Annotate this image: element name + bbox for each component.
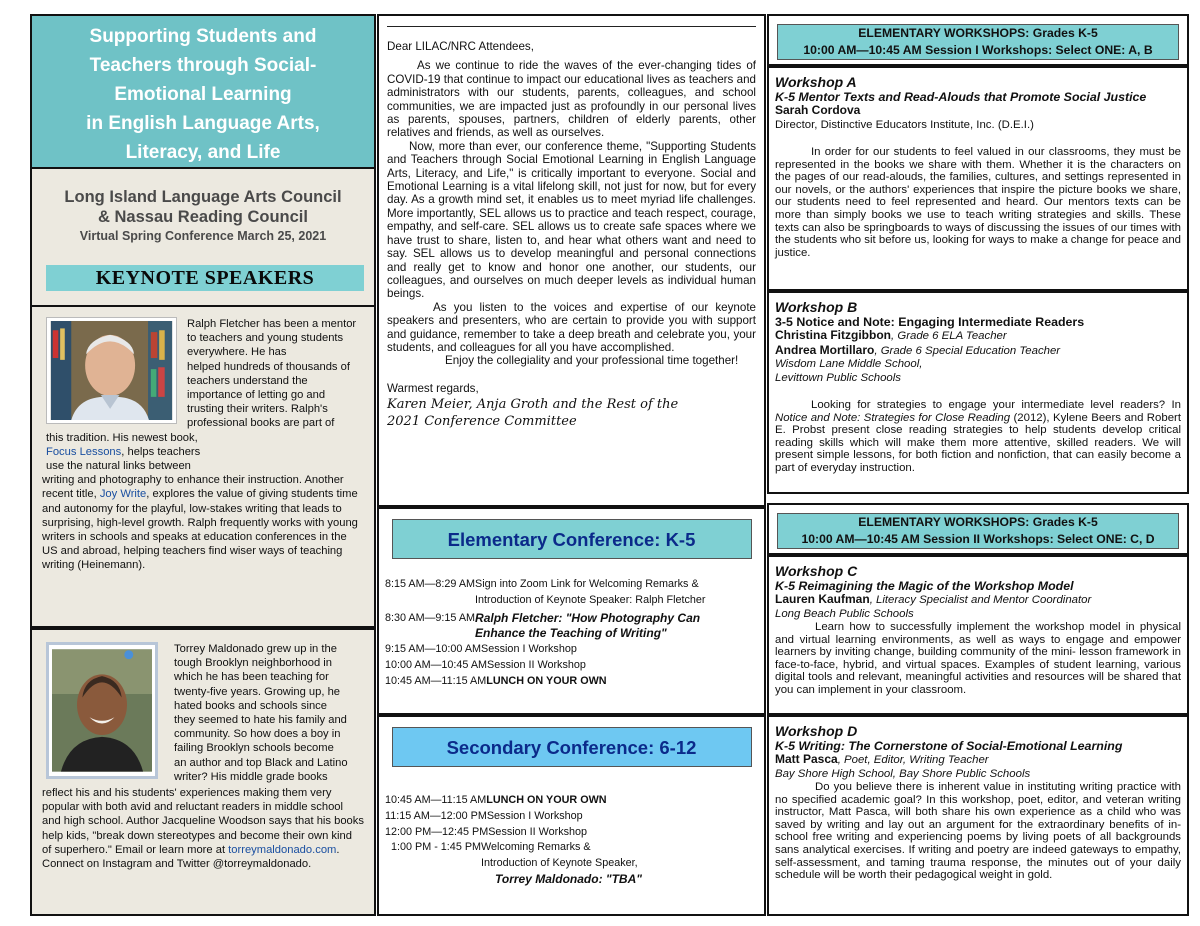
- org-name: Long Island Language Arts Council: [64, 188, 342, 206]
- bio-line: community. So how does a boy in: [174, 728, 341, 741]
- schedule-row: [385, 793, 758, 809]
- bio-line: professional books are part of: [187, 417, 335, 430]
- bio-line: Torrey Maldonado grew up in the: [174, 643, 337, 655]
- focus-lessons-link[interactable]: Focus Lessons: [46, 445, 122, 458]
- presenter-role: , Literacy Specialist and Mentor Coordinator: [869, 594, 1092, 606]
- workshop-description: (2012), Kylene Beers and Robert E. Probst present close reading strategies to help students develop critical reading skills which will make them more attentive, skilled readers. We will present simple lessons, for both fiction and nonfiction, that can easily become a part of everyday instruction.: [775, 411, 1181, 474]
- workshop-c: [767, 555, 1189, 715]
- schedule-desc: Session II Workshop: [488, 825, 588, 838]
- org-panel: [30, 169, 376, 307]
- title-panel: [30, 14, 376, 169]
- signature: Karen Meier, Anja Groth and the Rest of the: [387, 397, 679, 413]
- schedule-row: [385, 577, 758, 609]
- schedule-desc: Torrey Maldonado: "TBA": [495, 871, 642, 886]
- presenter-role: , Poet, Editor, Writing Teacher: [837, 754, 989, 766]
- schedule-desc: Session I Workshop: [481, 643, 577, 656]
- secondary-schedule: [377, 715, 766, 916]
- bio-text: , explores the value of giving students time and autonomy for the playful, low-stakes writing that leads to surprising, high-level growth. Ralph frequently works with young writers in schools and speaks at education conferences in the US and abroad, helping teachers find wiser ways of teaching writing (Heinemann).: [42, 488, 358, 572]
- closing: Warmest regards,: [387, 381, 479, 395]
- elementary-banner: Elementary Conference: K-5: [392, 519, 752, 559]
- keynote-banner: KEYNOTE SPEAKERS: [46, 265, 364, 291]
- schedule-time: 1:00 PM - 1:45 PM: [391, 841, 482, 854]
- title-line: Teachers through Social-: [89, 55, 317, 76]
- schedule-desc: Ralph Fletcher: "How Photography Can: [475, 610, 701, 625]
- divider: [387, 26, 756, 27]
- workshops-header-session2: [767, 503, 1189, 555]
- schedule-time: 9:15 AM—10:00 AM: [385, 643, 482, 656]
- presenter-school: Bay Shore High School, Bay Shore Public Schools: [775, 767, 1031, 780]
- bio-line: Ralph Fletcher has been a mentor: [187, 318, 357, 330]
- fletcher-photo: [46, 317, 177, 424]
- workshop-title: Workshop B: [775, 299, 858, 315]
- letter-paragraph: As you listen to the voices and expertise of our keynote speakers and presenters, who are certain to provide you with support and guidance, remember to take a deep breath and celebrate you, your students, and colleagues for all you have accomplished.: [387, 300, 756, 354]
- title-line: Emotional Learning: [114, 84, 292, 105]
- bio-line: to teachers and young students: [187, 332, 344, 345]
- bio-line: writer? His middle grade books: [174, 770, 328, 783]
- workshops-header-session: 10:00 AM—10:45 AM Session I Workshops: Select ONE: A, B: [803, 43, 1153, 57]
- workshop-subtitle: K-5 Reimagining the Magic of the Workshop Model: [775, 579, 1074, 593]
- workshop-d: [767, 715, 1189, 916]
- bio-fletcher: [30, 305, 376, 628]
- presenter-name: Lauren Kaufman: [775, 592, 870, 606]
- schedule-time: 12:00 PM—12:45 PM: [385, 825, 489, 838]
- schedule-desc: Enhance the Teaching of Writing": [475, 626, 667, 641]
- torreymaldonado-link[interactable]: torreymaldonado.com: [228, 843, 337, 856]
- workshops-header-title: ELEMENTARY WORKSHOPS: Grades K-5: [858, 515, 1098, 529]
- schedule-row: [385, 872, 758, 888]
- maldonado-portrait: [52, 648, 152, 773]
- schedule-row: [385, 658, 758, 674]
- presenter-district: Levittown Public Schools: [775, 371, 901, 384]
- schedule-row: [385, 642, 758, 658]
- bio-line: importance of letting go and: [187, 389, 326, 402]
- book-title: Notice and Note: Strategies for Close Reading: [775, 411, 1011, 424]
- presenter-affiliation: Director, Distinctive Educators Institute, Inc. (D.E.I.): [775, 118, 1034, 131]
- workshop-description: Learn how to successfully implement the workshop model in physical and virtual learning environments, as well as ways to engage and empower learners by inviting change, building community of the mini- lesson framework in face-to-face, hybrid, and virtual spaces. Examples of student learning, various digital tools and relevant, meaningful activities and resources will be shared that you can implement in your classroom.: [775, 621, 1181, 696]
- presenter-name: Sarah Cordova: [775, 103, 861, 117]
- workshops-header-session: 10:00 AM—10:45 AM Session II Workshops: Select ONE: C, D: [801, 532, 1155, 546]
- workshop-description: Looking for strategies to engage your intermediate level readers? In: [811, 399, 1181, 411]
- bio-line: helped hundreds of thousands of: [187, 360, 350, 373]
- title-line: in English Language Arts,: [86, 113, 320, 134]
- schedule-desc: Session II Workshop: [487, 658, 586, 671]
- secondary-banner: Secondary Conference: 6-12: [392, 727, 752, 767]
- workshop-subtitle: 3-5 Notice and Note: Engaging Intermediate Readers: [775, 315, 1085, 329]
- presenter-name: Andrea Mortillaro: [775, 342, 875, 357]
- bio-line: hated books and schools since: [174, 699, 327, 712]
- bio-line: this tradition. His newest book,: [46, 431, 198, 444]
- presenter-school: Wisdom Lane Middle School,: [775, 358, 923, 370]
- bio-line: trusting their writers. Ralph's: [187, 403, 328, 416]
- schedule-desc: LUNCH ON YOUR OWN: [486, 674, 607, 687]
- conference-date: Virtual Spring Conference March 25, 2021: [79, 229, 327, 243]
- schedule-row: [385, 809, 758, 825]
- welcome-letter: [377, 14, 766, 507]
- bio-line: tough Brooklyn neighborhood in: [174, 657, 332, 670]
- workshop-subtitle: K-5 Mentor Texts and Read-Alouds that Promote Social Justice: [775, 90, 1147, 104]
- joy-write-link[interactable]: Joy Write: [99, 488, 147, 501]
- schedule-desc: Sign into Zoom Link for Welcoming Remarks &: [475, 578, 699, 590]
- workshop-a: [767, 66, 1189, 291]
- bio-text: , helps teachers: [121, 445, 201, 458]
- bio-line: twenty-five years. Growing up, he: [174, 685, 341, 698]
- salutation: Dear LILAC/NRC Attendees,: [387, 40, 534, 53]
- bio-text: reflect his and his students' experiences making them very popular with both avid and reluctant readers in middle school and high school. Author Jacqueline Woodson says that his books help kids, "break down stereotypes and become their own kind of superhero." Email or learn more at: [42, 787, 364, 856]
- schedule-time: 10:00 AM—10:45 AM: [385, 658, 488, 671]
- workshop-subtitle: K-5 Writing: The Cornerstone of Social-Emotional Learning: [775, 739, 1123, 753]
- fletcher-portrait: [50, 321, 173, 420]
- presenter-role: , Grade 6 ELA Teacher: [891, 330, 1007, 342]
- elementary-schedule: [377, 507, 766, 715]
- schedule-desc: LUNCH ON YOUR OWN: [486, 794, 607, 806]
- workshop-title: Workshop C: [775, 563, 858, 579]
- schedule-row: [385, 825, 758, 841]
- bio-line: use the natural links between: [46, 460, 191, 473]
- bio-line: which he has been teaching for: [174, 671, 329, 684]
- workshops-header-session1: [767, 14, 1189, 66]
- schedule-desc: Introduction of Keynote Speaker,: [481, 857, 638, 870]
- schedule-row: [385, 611, 758, 643]
- maldonado-photo: [46, 642, 158, 779]
- workshop-b: [767, 291, 1189, 494]
- bio-text: . Connect on Instagram and Twitter @torreymaldonado.: [42, 843, 340, 871]
- bio-line: teachers understand the: [187, 374, 308, 387]
- workshops-header-title: ELEMENTARY WORKSHOPS: Grades K-5: [858, 26, 1098, 40]
- schedule-row: [385, 674, 758, 690]
- workshop-description: In order for our students to feel valued in our classrooms, they must be represented in the books we share with them. Whether it is the characters on the pages of our read-alouds, the families, cultures, and settings represented in our novels, or the authors' experiences that inspire the picture books we share, our students need to feel represented and heard. Our mentors texts can be more than simply books we use to teach writing strategies and skills. These texts can also be springboards to ways of discussing the issues of our times with the students who sit before us, looking for ways to make a change for peace and justice.: [775, 146, 1181, 259]
- schedule-time: 10:45 AM—11:15 AM: [385, 674, 487, 687]
- bio-text: writing and photography to enhance their instruction. Another recent title,: [42, 474, 344, 501]
- title-line: Supporting Students and: [89, 26, 317, 47]
- schedule-desc: Session I Workshop: [486, 809, 583, 822]
- workshop-title: Workshop D: [775, 723, 858, 739]
- bio-line: they seemed to hate his family and: [174, 714, 347, 727]
- workshop-description: Do you believe there is inherent value in instituting writing practice with no specified academic goal? In this workshop, poet, editor, and veteran writing instructor, Matt Pasca, will both share his own experience as a child who was saved by writing and lay out an argument for the extraordinary benefits of in-school free writing and experiencing poems by living poets of all backgrounds sans analytical exercises. If writing and poetry are indeed gateways to empathy, self-assessment, and taming trauma response, the minutes out of your daily schedule will be worth their pedagogical weight in gold.: [775, 781, 1181, 882]
- letter-paragraph: Now, more than ever, our conference theme, "Supporting Students and Teachers through Social Emotional Learning in English Language Arts, Literacy, and Life," is critically important to everyone. Social and Emotional Learning is a vital lifelong skill, not just for now, but for every day. As a growth mind set, it enables us to meet myriad life challenges. More importantly, SEL allows us to practice and teach respect, courage, empathy, and self-care. SEL allows us to create safe spaces where we have trust to share, listen to, and hear what others want and need to say. SEL allows us to develop meaningful and personal connections and really get to know and honor one another, our students, our colleagues, and ourselves on much deeper levels as individual human beings.: [387, 139, 756, 301]
- presenter-name: Christina Fitzgibbon: [775, 328, 891, 342]
- bio-line: failing Brooklyn schools become: [174, 742, 334, 755]
- bio-line: an author and top Black and Latino: [174, 756, 348, 769]
- workshop-title: Workshop A: [775, 74, 857, 90]
- schedule-time: 8:15 AM—8:29 AM: [385, 578, 476, 590]
- bio-line: everywhere. He has: [187, 346, 287, 359]
- schedule-desc: Welcoming Remarks &: [481, 841, 591, 854]
- schedule-desc: Introduction of Keynote Speaker: Ralph Fletcher: [475, 593, 706, 606]
- signature: 2021 Conference Committee: [387, 414, 577, 430]
- schedule-time: 10:45 AM—11:15 AM: [385, 794, 487, 806]
- letter-paragraph: As we continue to ride the waves of the ever-changing tides of COVID-19 that continue to impact our educational lives as teachers and administrators with our students, parents, colleagues, and school communities, we are impacted just as profoundly in our personal lives as parents, spouses, partners, children of elderly parents, other relatives and friends, as well as ourselves.: [387, 59, 756, 140]
- bio-maldonado: [30, 628, 376, 916]
- org-name-2: & Nassau Reading Council: [98, 208, 308, 226]
- presenter-school: Long Beach Public Schools: [775, 607, 914, 620]
- presenter-role: , Grade 6 Special Education Teacher: [874, 344, 1061, 357]
- schedule-time: 8:30 AM—9:15 AM: [385, 611, 476, 624]
- schedule-row: [385, 840, 758, 872]
- letter-paragraph: Enjoy the collegiality and your professional time together!: [445, 354, 739, 368]
- schedule-time: 11:15 AM—12:00 PM: [385, 809, 487, 822]
- title-line: Literacy, and Life: [125, 142, 281, 163]
- presenter-name: Matt Pasca: [775, 752, 838, 766]
